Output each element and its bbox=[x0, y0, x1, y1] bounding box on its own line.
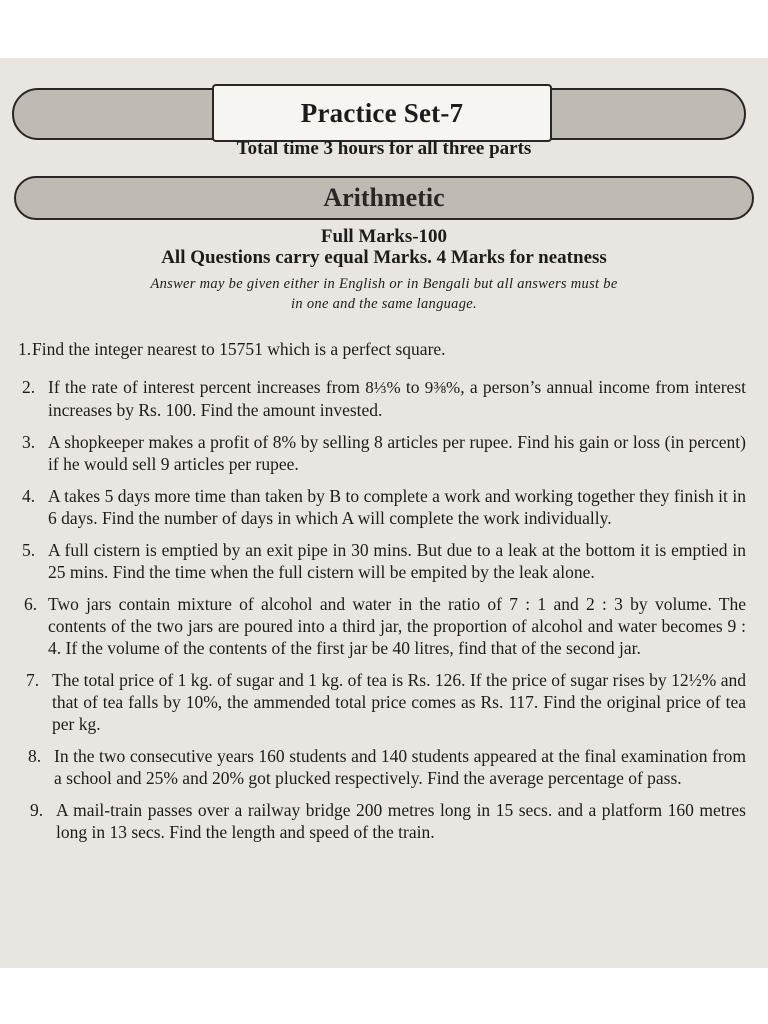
question-text-part: to bbox=[400, 377, 425, 397]
question-text: A takes 5 days more time than taken by B to complete a work and working together they finish it in 6 days. Find the number of days in which A will complete the work individually. bbox=[48, 486, 746, 528]
instruction-line: in one and the same language. bbox=[291, 296, 477, 312]
question-number: 3. bbox=[22, 432, 36, 452]
question-7 bbox=[14, 669, 746, 735]
section-title: Arithmetic bbox=[323, 183, 445, 212]
section-banner bbox=[14, 176, 754, 220]
question-5 bbox=[14, 539, 746, 583]
question-number: 7. bbox=[26, 670, 40, 690]
question-number: 6. bbox=[24, 594, 38, 614]
question-6 bbox=[14, 593, 746, 659]
full-marks: Full Marks-100 bbox=[320, 226, 448, 247]
question-number: 1. bbox=[18, 339, 32, 359]
question-text: In the two consecutive years 160 students and 140 students appeared at the final examination from a school and 25% and 20% got plucked respectively. Find the average percentage of pass. bbox=[54, 746, 746, 788]
question-text: Find the integer nearest to 15751 which is a perfect square. bbox=[32, 339, 446, 359]
question-text: Two jars contain mixture of alcohol and water in the ratio of 7 : 1 and 2 : 3 by volume. The contents of the two jars are poured into a third jar, the proportion of alcohol and water becomes 9 : 4. If the volume of the contents of the first jar be 40 litres, find that of the second jar. bbox=[48, 594, 746, 658]
question-text-part: If the rate of interest percent increases from bbox=[48, 377, 366, 397]
question-number: 5. bbox=[22, 540, 36, 560]
question-text: The total price of 1 kg. of sugar and 1 kg. of tea is Rs. 126. If the price of sugar rises by 12½% and that of tea falls by 10%, the ammended total price comes as Rs. 117. Find the original price of tea per kg. bbox=[52, 670, 746, 734]
question-2 bbox=[14, 376, 746, 421]
question-text: A shopkeeper makes a profit of 8% by selling 8 articles per rupee. Find his gain or loss (in percent) if he would sell 9 articles per rupee. bbox=[48, 432, 746, 474]
question-4 bbox=[14, 485, 746, 529]
total-time: Total time 3 hours for all three parts bbox=[236, 138, 532, 159]
question-9 bbox=[14, 799, 746, 843]
rate-to: 9⅜% bbox=[424, 378, 461, 397]
page-margin bbox=[0, 968, 768, 1024]
question-number: 4. bbox=[22, 486, 36, 506]
question-8 bbox=[14, 745, 746, 789]
question-1 bbox=[14, 338, 746, 360]
question-list bbox=[14, 338, 746, 843]
instruction-line: Answer may be given either in English or in Bengali but all answers must be bbox=[150, 276, 618, 292]
question-number: 9. bbox=[30, 800, 44, 820]
title-box bbox=[212, 84, 552, 142]
question-text-part: , a person’s annual income from interest increases by Rs. 100. Find the amount invested. bbox=[48, 377, 747, 420]
question-3 bbox=[14, 431, 746, 475]
question-text bbox=[14, 376, 746, 421]
question-number: 2. bbox=[22, 377, 36, 397]
rate-from: 8⅓% bbox=[365, 378, 401, 397]
page-title: Practice Set-7 bbox=[300, 97, 464, 128]
language-instruction bbox=[80, 274, 688, 314]
question-text: A full cistern is emptied by an exit pipe in 30 mins. But due to a leak at the bottom it is emptied in 25 mins. Find the time when the full cistern will be empited by the leak alone. bbox=[48, 540, 746, 582]
question-number: 8. bbox=[28, 746, 42, 766]
equal-marks-note: All Questions carry equal Marks. 4 Marks for neatness bbox=[161, 247, 607, 268]
question-text: A mail-train passes over a railway bridge 200 metres long in 15 secs. and a platform 160 metres long in 13 secs. Find the length and speed of the train. bbox=[56, 800, 746, 842]
